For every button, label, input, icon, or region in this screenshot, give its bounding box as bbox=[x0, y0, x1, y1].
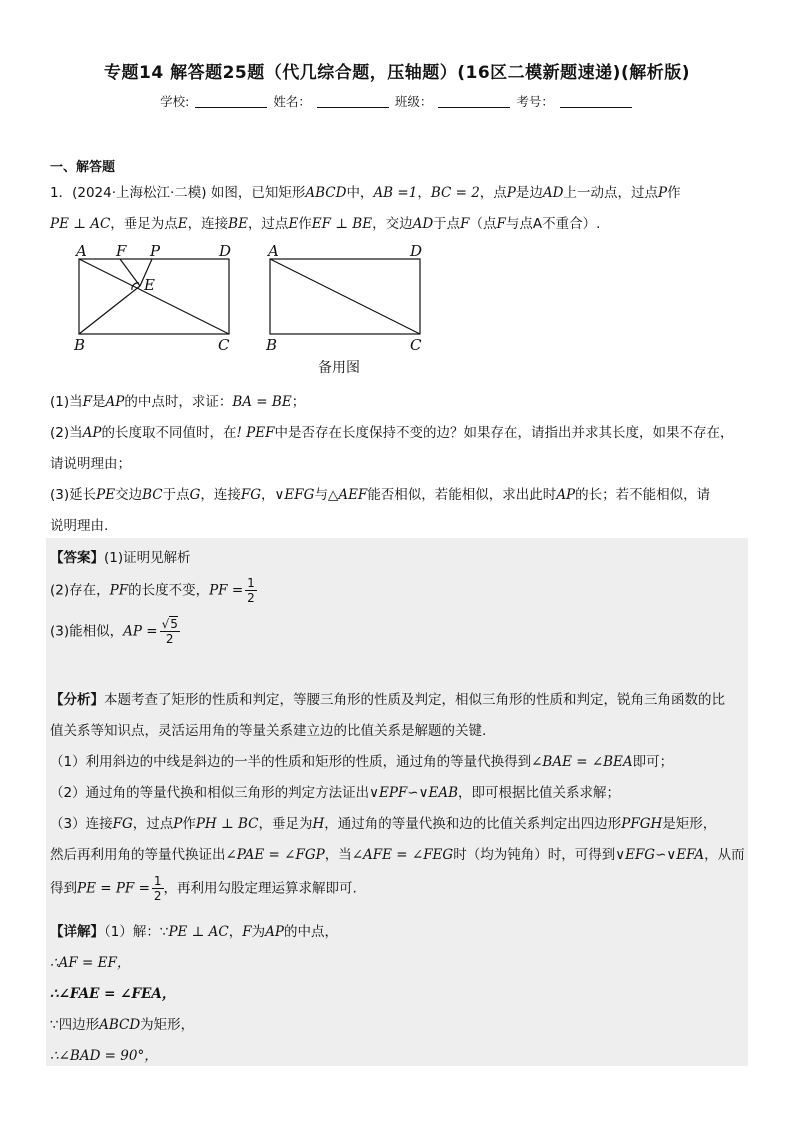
part-2-line-1: (2)当AP的长度取不同值时，在! PEF中是否存在长度保持不变的边？如果存在，请指出并求其长度，如果不存在， bbox=[50, 425, 734, 441]
analysis-line-1: 【分析】本题考查了矩形的性质和判定，等腰三角形的性质及判定，相似三角形的性质和判定，锐角三角函数的比 bbox=[50, 692, 725, 708]
detail-line-3: ∴∠FAE = ∠FEA， bbox=[50, 986, 176, 1002]
label-a: A bbox=[76, 242, 87, 260]
exam-number-label: 考号： bbox=[516, 94, 554, 109]
segment-be bbox=[79, 286, 140, 334]
label-b: B bbox=[74, 336, 86, 354]
class-blank[interactable] bbox=[438, 95, 510, 108]
analysis-line-2: 值关系等知识点，灵活运用角的等量关系建立边的比值关系是解题的关键. bbox=[50, 723, 487, 739]
analysis-tag: 【分析】 bbox=[50, 692, 104, 708]
detail-line-5: ∴∠BAD = 90°， bbox=[50, 1048, 158, 1064]
backup-figure-caption: 备用图 bbox=[318, 360, 360, 376]
backup-label-b: B bbox=[266, 336, 278, 354]
fraction-pf: $\frac{1}{2}$ bbox=[247, 576, 255, 605]
main-figure bbox=[79, 259, 229, 334]
page-title: 专题14 解答题25题（代几综合题，压轴题）(16区二模新题速递)(解析版) bbox=[104, 63, 690, 83]
name-label: 姓名： bbox=[273, 94, 311, 109]
school-blank[interactable] bbox=[195, 95, 267, 108]
label-p: P bbox=[150, 242, 161, 260]
part-3-line-2: 说明理由. bbox=[50, 518, 109, 534]
analysis-line-7: 得到PE = PF = $\frac{1}{2}$ ，再利用勾股定理运算求解即可. bbox=[50, 874, 357, 903]
label-f: F bbox=[116, 242, 127, 260]
answer-line-1: 【答案】(1)证明见解析 bbox=[50, 550, 191, 566]
question-line-1: 1．(2024·上海松江·二模) 如图，已知矩形ABCD中，AB =1，BC = 2，点P是边AD上一动点，过点P作 bbox=[50, 185, 681, 201]
part-1: (1)当F是AP的中点时，求证：BA = BE； bbox=[50, 394, 306, 410]
label-c: C bbox=[218, 336, 230, 354]
part-3-line-1: (3)延长PE交边BC于点G，连接FG，∨EFG与△AEF能否相似，若能相似，求出此时AP的长；若不能相似，请 bbox=[50, 487, 711, 503]
name-blank[interactable] bbox=[317, 95, 389, 108]
diagonal-ac bbox=[79, 259, 229, 334]
school-label: 学校: bbox=[160, 94, 190, 109]
analysis-line-5: （3）连接FG，过点P作PH ⊥ BC，垂足为H，通过角的等量代换和边的比值关系判定出四边形PFGH是矩形， bbox=[50, 816, 717, 832]
backup-figure bbox=[270, 259, 420, 334]
part-2-line-2: 请说明理由； bbox=[50, 456, 131, 472]
class-label: 班级： bbox=[394, 94, 433, 109]
backup-label-a: A bbox=[268, 242, 279, 260]
geometry-figures bbox=[60, 238, 440, 356]
detail-line-4: ∵四边形ABCD为矩形， bbox=[50, 1017, 195, 1033]
analysis-line-6: 然后再利用角的等量代换证出∠PAE = ∠FGP，当∠AFE = ∠FEG时（均为钝角）时，可得到∨EFG∽∨EFA，从而 bbox=[50, 847, 745, 863]
fraction-pe: $\frac{1}{2}$ bbox=[153, 874, 162, 903]
answer-tag: 【答案】 bbox=[50, 550, 104, 566]
detail-line-2: ∴AF = EF， bbox=[50, 955, 131, 971]
info-line bbox=[0, 92, 794, 110]
fraction-ap: $\frac{√5}{2}$ bbox=[161, 617, 178, 646]
question-line-2: PE ⊥ AC，垂足为点E，连接BE，过点E作EF ⊥ BE，交边AD于点F（点F与点A不重合）. bbox=[50, 216, 601, 232]
analysis-line-3: （1）利用斜边的中线是斜边的一半的性质和矩形的性质，通过角的等量代换得到∠BAE = ∠BEA即可； bbox=[50, 754, 674, 770]
section-heading: 一、解答题 bbox=[50, 160, 116, 175]
analysis-line-4: （2）通过角的等量代换和相似三角形的判定方法证出∨EPF∽∨EAB，即可根据比值关系求解； bbox=[50, 785, 620, 801]
label-d: D bbox=[219, 242, 232, 260]
backup-label-c: C bbox=[410, 336, 422, 354]
answer-line-2: (2)存在，PF的长度不变，PF = $\frac{1}{2}$ bbox=[50, 576, 255, 605]
label-e: E bbox=[144, 276, 155, 294]
segment-ef bbox=[120, 259, 140, 286]
detail-line-1: 【详解】（1）解：∵PE ⊥ AC，F为AP的中点， bbox=[50, 924, 338, 940]
backup-label-d: D bbox=[410, 242, 423, 260]
exam-number-blank[interactable] bbox=[560, 95, 632, 108]
answer-line-3: (3)能相似，AP = $\frac{√5}{2}$ bbox=[50, 617, 178, 646]
backup-diagonal bbox=[270, 259, 420, 334]
detail-tag: 【详解】 bbox=[50, 924, 104, 940]
